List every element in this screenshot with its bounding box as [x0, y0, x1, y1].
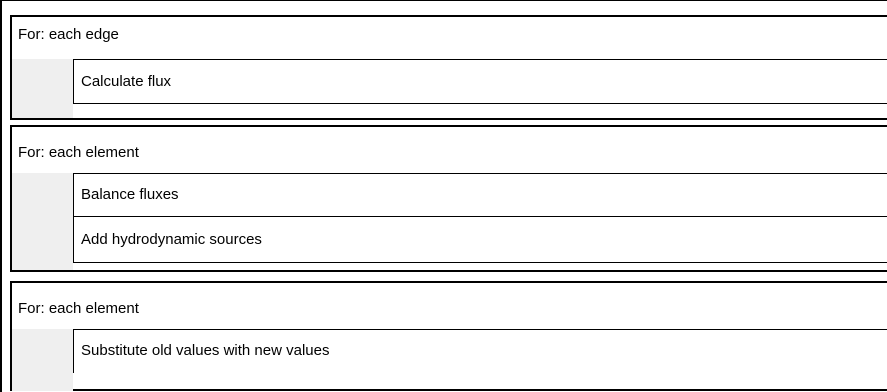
loop-block-each-element-1 — [10, 125, 887, 272]
statement-row: Add hydrodynamic sources — [73, 216, 887, 263]
loop-body-indent — [12, 59, 73, 118]
loop-block-each-element-2 — [10, 281, 887, 391]
loop-header: For: each element — [18, 300, 139, 317]
statement-row: Balance fluxes — [73, 173, 887, 217]
statement-row: Calculate flux — [73, 59, 887, 104]
statement-row: Substitute old values with new values — [73, 329, 887, 373]
loop-body-indent — [12, 173, 73, 270]
loop-block-each-edge — [10, 15, 887, 120]
loop-body-indent — [12, 329, 73, 391]
loop-header: For: each element — [18, 144, 139, 161]
loop-header: For: each edge — [18, 26, 119, 43]
